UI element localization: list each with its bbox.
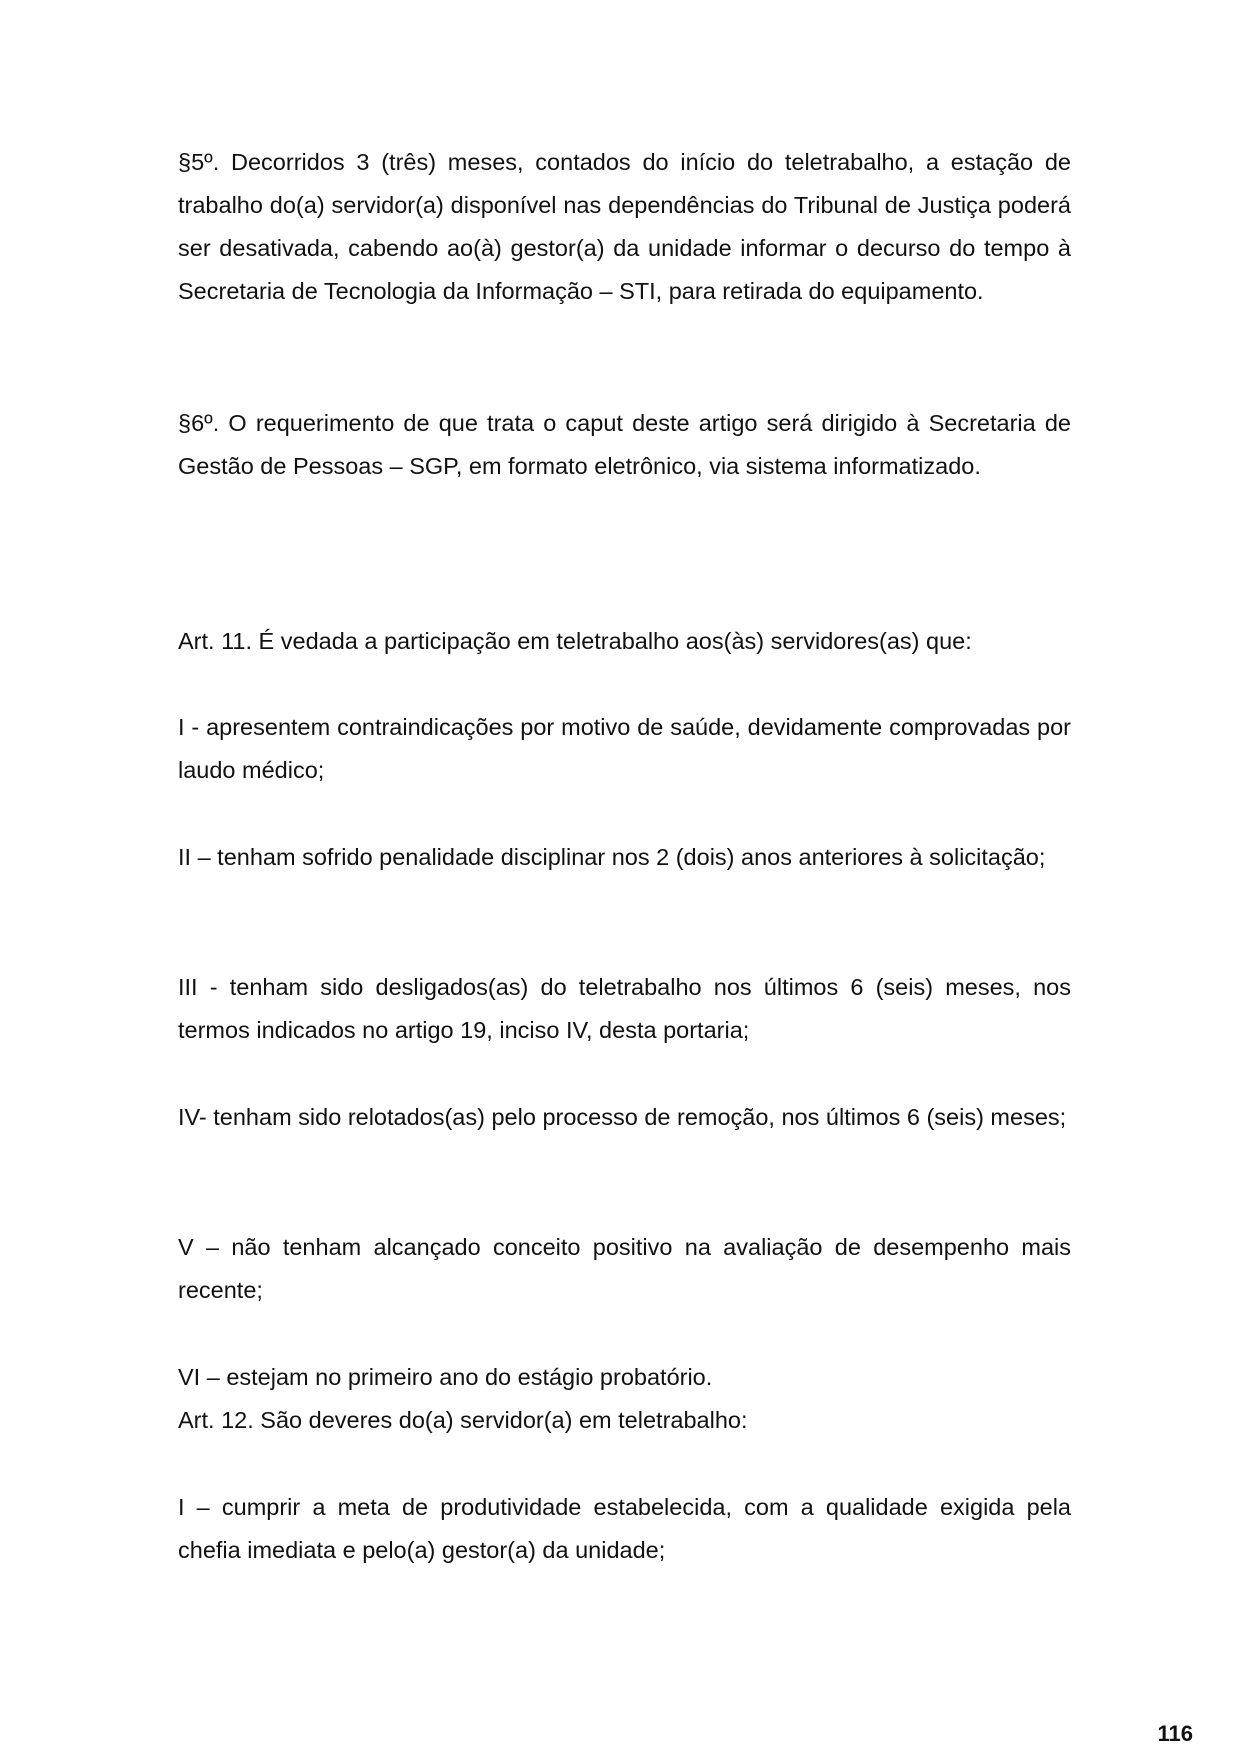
- page-number: 116: [1157, 1721, 1193, 1746]
- paragraph-6: §6º. O requerimento de que trata o caput deste artigo será dirigido à Secretaria de Gestão de Pessoas – SGP, em formato eletrônico, via sistema informatizado.: [178, 410, 1071, 479]
- paragraph-5: §5º. Decorridos 3 (três) meses, contados do início do teletrabalho, a estação de trabalho do(a) servidor(a) disponível nas dependências do Tribunal de Justiça poderá ser desativada, cabendo ao(à) gestor(a) da unidade informar o decurso do tempo à Secretaria de Tecnologia da Informação – STI, para retirada do equipamento.: [178, 149, 1071, 304]
- article-11-heading: Art. 11. É vedada a participação em teletrabalho aos(às) servidores(as) que:: [178, 628, 972, 654]
- article-11-item-v: V – não tenham alcançado conceito positivo na avaliação de desempenho mais recente;: [178, 1234, 1071, 1303]
- article-11-item-i: I - apresentem contraindicações por motivo de saúde, devidamente comprovadas por laudo médico;: [178, 714, 1071, 783]
- article-12-item-i: I – cumprir a meta de produtividade estabelecida, com a qualidade exigida pela chefia imediata e pelo(a) gestor(a) da unidade;: [178, 1494, 1071, 1563]
- article-11-item-vi: VI – estejam no primeiro ano do estágio probatório.: [178, 1364, 713, 1390]
- article-12-heading: Art. 12. São deveres do(a) servidor(a) em teletrabalho:: [178, 1407, 748, 1433]
- article-11-item-ii: II – tenham sofrido penalidade disciplinar nos 2 (dois) anos anteriores à solicitação;: [178, 844, 1046, 870]
- article-11-item-iii: III - tenham sido desligados(as) do teletrabalho nos últimos 6 (seis) meses, nos termos indicados no artigo 19, inciso IV, desta portaria;: [178, 974, 1071, 1043]
- article-11-item-iv: IV- tenham sido relotados(as) pelo processo de remoção, nos últimos 6 (seis) meses;: [178, 1104, 1067, 1130]
